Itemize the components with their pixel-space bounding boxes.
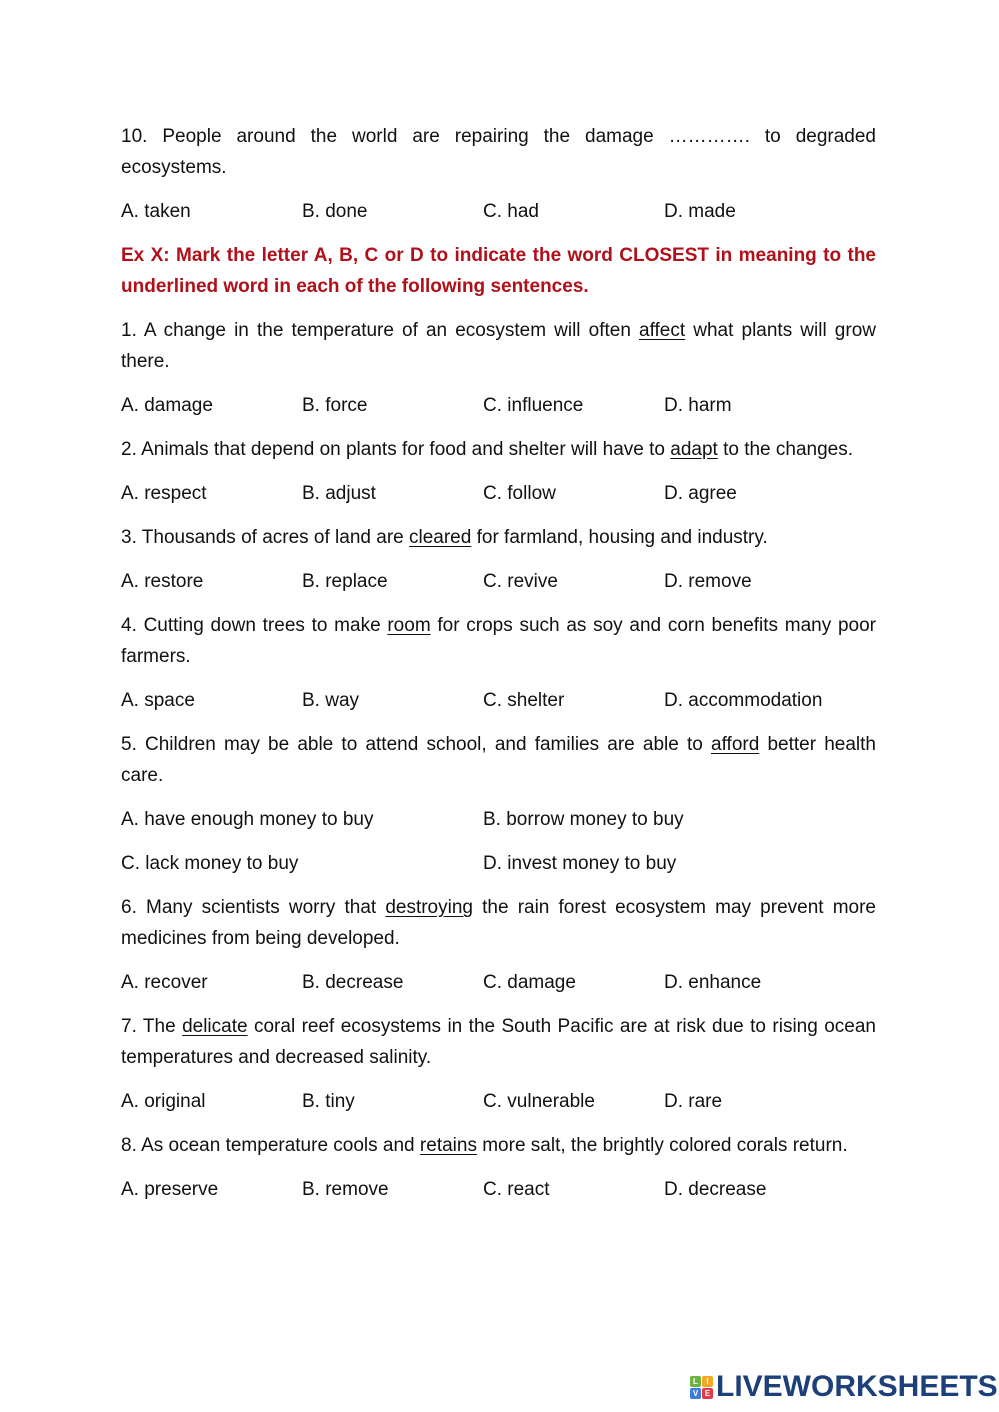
question-5-options [121,848,876,879]
question-2-options [121,478,876,509]
question-text-after: better health care. [121,734,876,786]
underlined-word: destroying [385,897,473,918]
question-2-text [121,434,876,465]
option-a[interactable]: A. preserve [121,1179,219,1200]
question-3-text [121,522,876,553]
question-text-before: 7. The [121,1016,183,1037]
exercise-heading: Ex X: Mark the letter A, B, C or D to indicate the word CLOSEST in meaning to the underlined word in each of the following sentences. [121,245,876,297]
option-b[interactable]: B. way [302,690,360,711]
option-b[interactable]: B. tiny [302,1091,355,1112]
underlined-word: delicate [182,1016,248,1037]
underlined-word: affect [639,320,686,341]
option-c[interactable]: C. follow [483,483,556,504]
question-7-text [121,1011,876,1073]
option-d[interactable]: D. remove [664,571,752,592]
question-4-text [121,610,876,672]
option-a[interactable]: A. taken [121,201,191,222]
logo-tile: E [702,1388,713,1399]
question-10-options [121,196,876,227]
option-c[interactable]: C. shelter [483,690,565,711]
underlined-word: cleared [409,527,472,548]
underlined-word: adapt [670,439,718,460]
question-text-after: the rain forest ecosystem may prevent more medicines from being developed. [121,897,876,949]
question-1-text [121,315,876,377]
option-c[interactable]: C. influence [483,395,584,416]
option-b[interactable]: B. force [302,395,368,416]
option-d[interactable]: D. invest money to buy [483,853,677,874]
logo-tile: I [702,1376,713,1387]
question-text-before: 8. As ocean temperature cools and [121,1135,420,1156]
option-c[interactable]: C. damage [483,972,576,993]
option-a[interactable]: A. space [121,690,195,711]
option-d[interactable]: D. harm [664,395,732,416]
option-b[interactable]: B. adjust [302,483,376,504]
option-d[interactable]: D. enhance [664,972,762,993]
question-5-options [121,804,876,835]
option-d[interactable]: D. rare [664,1091,723,1112]
option-b[interactable]: B. replace [302,571,388,592]
question-6-options [121,967,876,998]
question-text-before: 3. Thousands of acres of land are [121,527,409,548]
option-d[interactable]: D. made [664,201,736,222]
option-d[interactable]: D. decrease [664,1179,767,1200]
question-6-text [121,892,876,954]
option-c[interactable]: C. vulnerable [483,1091,595,1112]
question-text-after: coral reef ecosystems in the South Pacific are at risk due to rising ocean temperatures and decreased salinity. [121,1016,876,1068]
question-text-after: more salt, the brightly colored corals return. [476,1135,848,1156]
underlined-word: room [387,615,431,636]
option-b[interactable]: B. remove [302,1179,389,1200]
question-text-before: 4. Cutting down trees to make [121,615,388,636]
option-c[interactable]: C. react [483,1179,550,1200]
logo-tiles-icon [690,1376,713,1399]
question-text-before: 1. A change in the temperature of an ecosystem will often [121,320,640,341]
option-a[interactable]: A. restore [121,571,204,592]
question-1-options [121,390,876,421]
question-4-options [121,685,876,716]
question-5-text [121,729,876,791]
question-7-options [121,1086,876,1117]
question-text-after: to the changes. [717,439,854,460]
option-b[interactable]: B. borrow money to buy [483,809,684,830]
question-8-text [121,1130,876,1161]
question-8-options [121,1174,876,1205]
option-a[interactable]: A. damage [121,395,213,416]
worksheet-content [121,121,876,1218]
question-text-before: 2. Animals that depend on plants for food and shelter will have to [121,439,671,460]
question-3-options [121,566,876,597]
option-c[interactable]: C. lack money to buy [121,853,299,874]
logo-text: LIVEWORKSHEETS [716,1370,998,1403]
option-a[interactable]: A. respect [121,483,207,504]
option-a[interactable]: A. recover [121,972,208,993]
option-a[interactable]: A. original [121,1091,206,1112]
question-10-text: 10. People around the world are repairing the damage …………. to degraded ecosystems. [121,126,876,178]
option-a[interactable]: A. have enough money to buy [121,809,374,830]
option-c[interactable]: C. revive [483,571,558,592]
question-text-after: what plants will grow there. [121,320,876,372]
liveworksheets-logo [690,1372,998,1402]
question-list [121,315,876,1205]
question-text-after: for crops such as soy and corn benefits many poor farmers. [121,615,876,667]
underlined-word: retains [419,1135,477,1156]
option-d[interactable]: D. accommodation [664,690,823,711]
logo-tile: V [690,1388,701,1399]
question-text-before: 5. Children may be able to attend school, and families are able to [121,734,712,755]
logo-tile: L [690,1376,701,1387]
option-b[interactable]: B. done [302,201,368,222]
underlined-word: afford [711,734,760,755]
option-b[interactable]: B. decrease [302,972,404,993]
question-text-after: for farmland, housing and industry. [471,527,768,548]
question-text-before: 6. Many scientists worry that [121,897,386,918]
option-c[interactable]: C. had [483,201,539,222]
option-d[interactable]: D. agree [664,483,737,504]
